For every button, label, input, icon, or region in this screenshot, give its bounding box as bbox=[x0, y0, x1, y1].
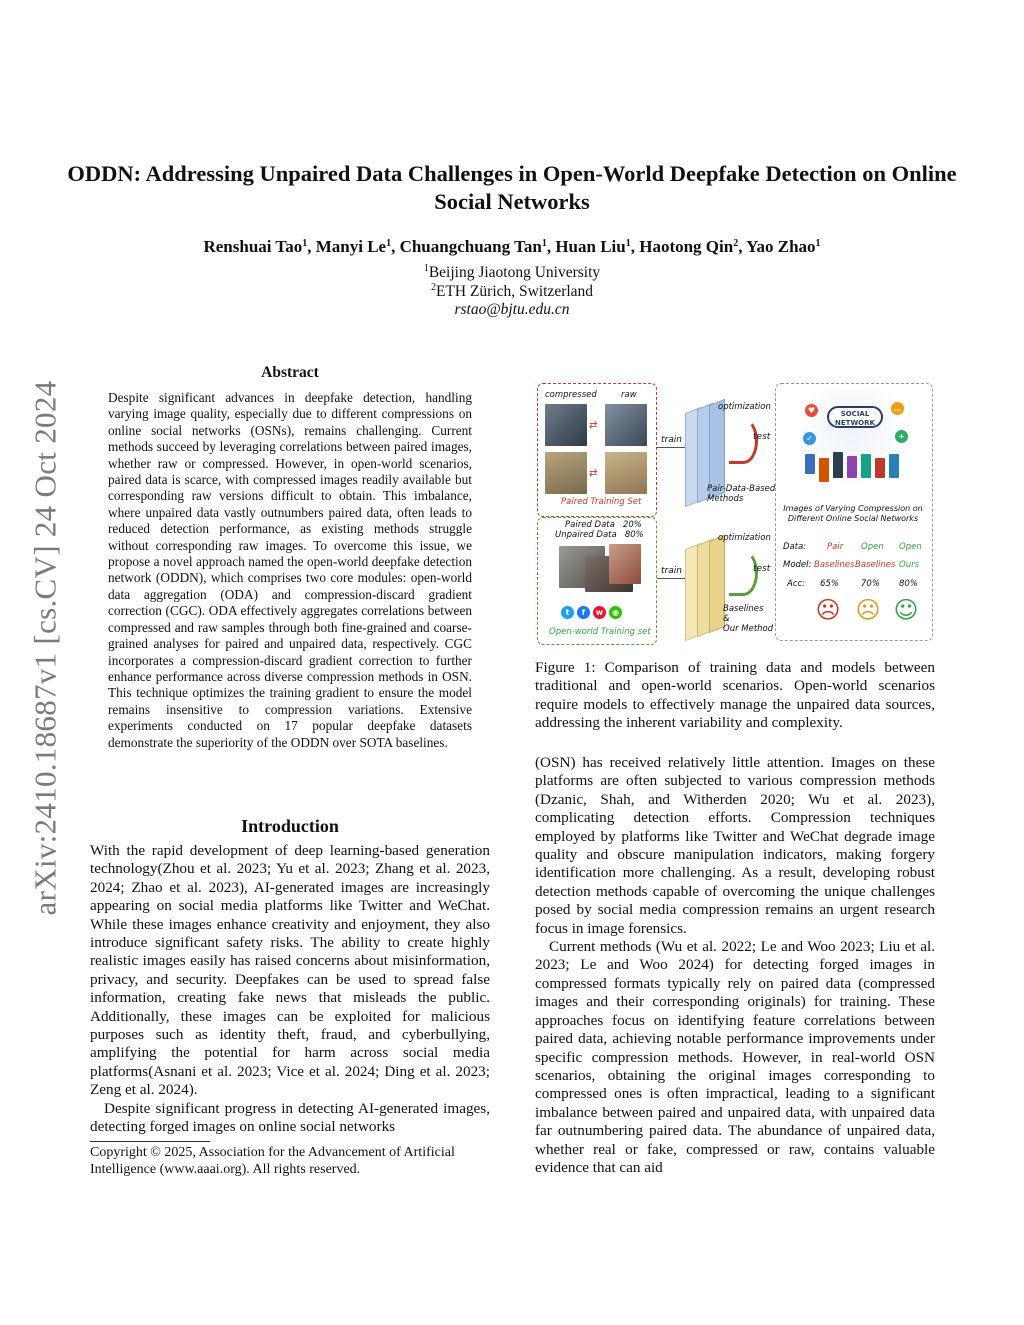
phone-icon bbox=[875, 458, 885, 478]
train-arrow-icon bbox=[657, 447, 685, 448]
social-network-badge: SOCIAL NETWORK bbox=[827, 406, 883, 428]
test-label-bottom: test bbox=[753, 564, 771, 574]
col3-acc: 80% bbox=[899, 579, 918, 589]
sad-face-icon: ☹ bbox=[855, 596, 881, 624]
figure-1-caption: Figure 1: Comparison of training data and models between traditional and open-world scenarios. Open-world scenarios require models to effectively manage the unpaired data sources, addressing the inherent variability and complexity. bbox=[535, 659, 935, 732]
raw-image-2 bbox=[605, 452, 647, 494]
happy-face-icon: ☺ bbox=[893, 596, 919, 624]
left-column-body bbox=[90, 842, 490, 1137]
author: Huan Liu$^1$ bbox=[555, 237, 631, 256]
col2-data: Open bbox=[861, 542, 884, 552]
train-label-bottom: train bbox=[661, 566, 682, 576]
author-email[interactable]: rstao@bjtu.edu.cn bbox=[454, 301, 570, 318]
author: Manyi Le$^1$ bbox=[315, 237, 392, 256]
arxiv-identifier: arXiv:2410.18687v1 [cs.CV] 24 Oct 2024 bbox=[27, 380, 63, 916]
row-label-model: Model: bbox=[783, 560, 812, 570]
introduction-heading: Introduction bbox=[241, 816, 339, 836]
facebook-icon: f bbox=[577, 606, 590, 619]
row-label-acc: Acc: bbox=[787, 579, 806, 589]
paired-data-label: Paired Data 20% bbox=[565, 520, 642, 530]
abstract-heading: Abstract bbox=[261, 364, 319, 381]
abstract-text: Despite significant advances in deepfake detection, handling varying image quality, especially due to different compressions on online social networks (OSNs), remains challenging. Current methods succeed by leveraging correlations between paired images, whether raw or compressed. However, in open-world scenarios, paired data is scarce, with compressed images readily available but corresponding raw versions difficult to obtain. This imbalance, where unpaired data vastly outnumbers paired data, often leads to reduced detection performance, as existing methods struggle without corresponding raw images. To overcome this issue, we propose a novel approach named the open-world deepfake detection network (ODDN), which comprises two core modules: open-world data aggregation (ODA) and compression-discard gradient correction (CGC). ODA effectively aggregates correlations between compressed and raw samples through both fine-grained and coarse-grained analyses for paired and unpaired data, respectively. CGC incorporates a compression-discard gradient correction to further enhance performance across diverse compression methods in OSN. This technique optimizes the training gradient to ensure the model remains insensitive to compression variations. Extensive experiments conducted on 17 popular deepfake datasets demonstrate the superiority of the ODDN over SOTA baselines. bbox=[108, 390, 472, 750]
intro-paragraph-2: Despite significant progress in detecting AI-generated images, detecting forged images on online social networks bbox=[90, 1099, 490, 1136]
test-label-top: test bbox=[753, 432, 771, 442]
col1-data: Pair bbox=[827, 542, 844, 552]
affiliation: $^1$Beijing Jiaotong University bbox=[423, 263, 601, 281]
author: Chuangchuang Tan$^1$ bbox=[399, 237, 547, 256]
col2-model: Baselines bbox=[855, 560, 896, 570]
train-label-top: train bbox=[661, 435, 682, 445]
thumbs-up-icon: ✓ bbox=[803, 432, 816, 445]
author: Renshuai Tao$^1$ bbox=[203, 237, 308, 256]
col3-model: Ours bbox=[899, 560, 920, 570]
col2-acc: 70% bbox=[861, 579, 880, 589]
weibo-icon: w bbox=[593, 606, 606, 619]
twitter-icon: t bbox=[561, 606, 574, 619]
phone-icon bbox=[819, 458, 829, 482]
paired-training-set-label: Paired Training Set bbox=[561, 497, 642, 507]
images-compression-caption: Images of Varying Compression on Different Online Social Networks bbox=[783, 504, 923, 523]
phone-icon bbox=[805, 454, 815, 474]
affiliations bbox=[60, 264, 964, 320]
label-raw: raw bbox=[621, 390, 637, 400]
raw-image-1 bbox=[605, 404, 647, 446]
wechat-icon: ◉ bbox=[609, 606, 622, 619]
affiliation: $^2$ETH Zürich, Switzerland bbox=[430, 281, 594, 300]
col3-data: Open bbox=[899, 542, 922, 552]
row-label-data: Data: bbox=[783, 542, 807, 552]
intro-paragraph-1: With the rapid development of deep learning-based generation technology(Zhou et al. 2023; Yu et al. 2023; Zhang et al. 2023, 2024; Zhao et al. 2023), AI-generated images are increasingly appearing on social media platforms like Twitter and WeChat. While these images enhance creativity and enjoyment, they also introduce significant safety risks. The ability to create highly realistic images easily has raised concerns about misinformation, privacy, and security. Deepfakes can be used to spread false information, creating fake news that misleads the public. Additionally, these images can be exploited for malicious purposes such as identity theft, fraud, and cyberbullying, amplifying the potential for harm across social media platforms(Asnani et al. 2023; Vice et al. 2024; Ding et al. 2023; Zeng et al. 2024). bbox=[90, 842, 490, 1099]
chat-icon: … bbox=[891, 402, 904, 415]
compressed-image-1 bbox=[545, 404, 587, 446]
pair-data-methods-label: Pair-Data-Based Methods bbox=[707, 484, 776, 504]
phone-icon bbox=[889, 454, 899, 478]
compressed-image-2 bbox=[545, 452, 587, 494]
heart-icon: ♥ bbox=[805, 404, 818, 417]
footnote-divider bbox=[90, 1141, 210, 1142]
optimization-label-bottom: optimization bbox=[718, 533, 771, 543]
author-list: Renshuai Tao$^1$, Manyi Le$^1$, Chuangchuang Tan$^1$, Huan Liu$^1$, Haotong Qin$^2$, Yao Zhao$^1$ bbox=[203, 237, 821, 256]
col1-acc: 65% bbox=[820, 579, 839, 589]
phone-icon bbox=[833, 452, 843, 478]
open-world-training-set-label: Open-world Training set bbox=[549, 627, 651, 637]
right-column-body bbox=[535, 754, 935, 1177]
optimization-label-top: optimization bbox=[718, 402, 771, 412]
baselines-methods-label: Baselines & Our Method bbox=[723, 604, 774, 634]
train-arrow-icon bbox=[657, 578, 685, 579]
figure-1 bbox=[535, 380, 935, 648]
phone-icon bbox=[847, 456, 857, 478]
author: Yao Zhao$^1$ bbox=[746, 237, 821, 256]
plus-icon: + bbox=[895, 430, 908, 443]
intro-paragraph-4: Current methods (Wu et al. 2022; Le and Woo 2023; Liu et al. 2023; Le and Woo 2024) for detecting forged images in compressed formats typically rely on paired data (compressed images and their corresponding originals) for training. These approaches focus on identifying feature correlations between paired data, achieving notable performance improvements under specific compression methods. However, in real-world OSN scenarios, obtaining the original images corresponding to compressed ones is often impractical, leading to a significant imbalance between paired and unpaired data, with unpaired data far outnumbering paired data. The abundance of unpaired data, whether real or fake, compressed or raw, contains valuable evidence that can aid bbox=[535, 938, 935, 1176]
sad-face-icon: ☹ bbox=[815, 596, 841, 624]
paper-title: ODDN: Addressing Unpaired Data Challenges in Open-World Deepfake Detection on Online Social Networks bbox=[67, 161, 957, 214]
phone-icon bbox=[861, 454, 871, 478]
copyright-footnote: Copyright © 2025, Association for the Advancement of Artificial Intelligence (www.aaai.org). All rights reserved. bbox=[90, 1145, 455, 1177]
author: Haotong Qin$^2$ bbox=[639, 237, 739, 256]
unpaired-data-label: Unpaired Data 80% bbox=[555, 530, 644, 540]
intro-paragraph-3: (OSN) has received relatively little attention. Images on these platforms are often subjected to various compression methods (Dzanic, Shah, and Witherden 2020; Wu et al. 2023), complicating detection efforts. Compression techniques employed by platforms like Twitter and WeChat degrade image quality and obscure manipulation indicators, making forgery identification more challenging. As a result, developing robust detection methods capable of overcoming the unique challenges posed by social media compression remains an urgent research focus in image forensics. bbox=[535, 754, 935, 937]
col1-model: Baselines bbox=[814, 560, 855, 570]
pair-arrow-icon: ⇄ bbox=[589, 420, 598, 431]
open-world-image bbox=[609, 544, 641, 584]
label-compressed: compressed bbox=[545, 390, 597, 400]
pair-arrow-icon: ⇄ bbox=[589, 468, 598, 479]
